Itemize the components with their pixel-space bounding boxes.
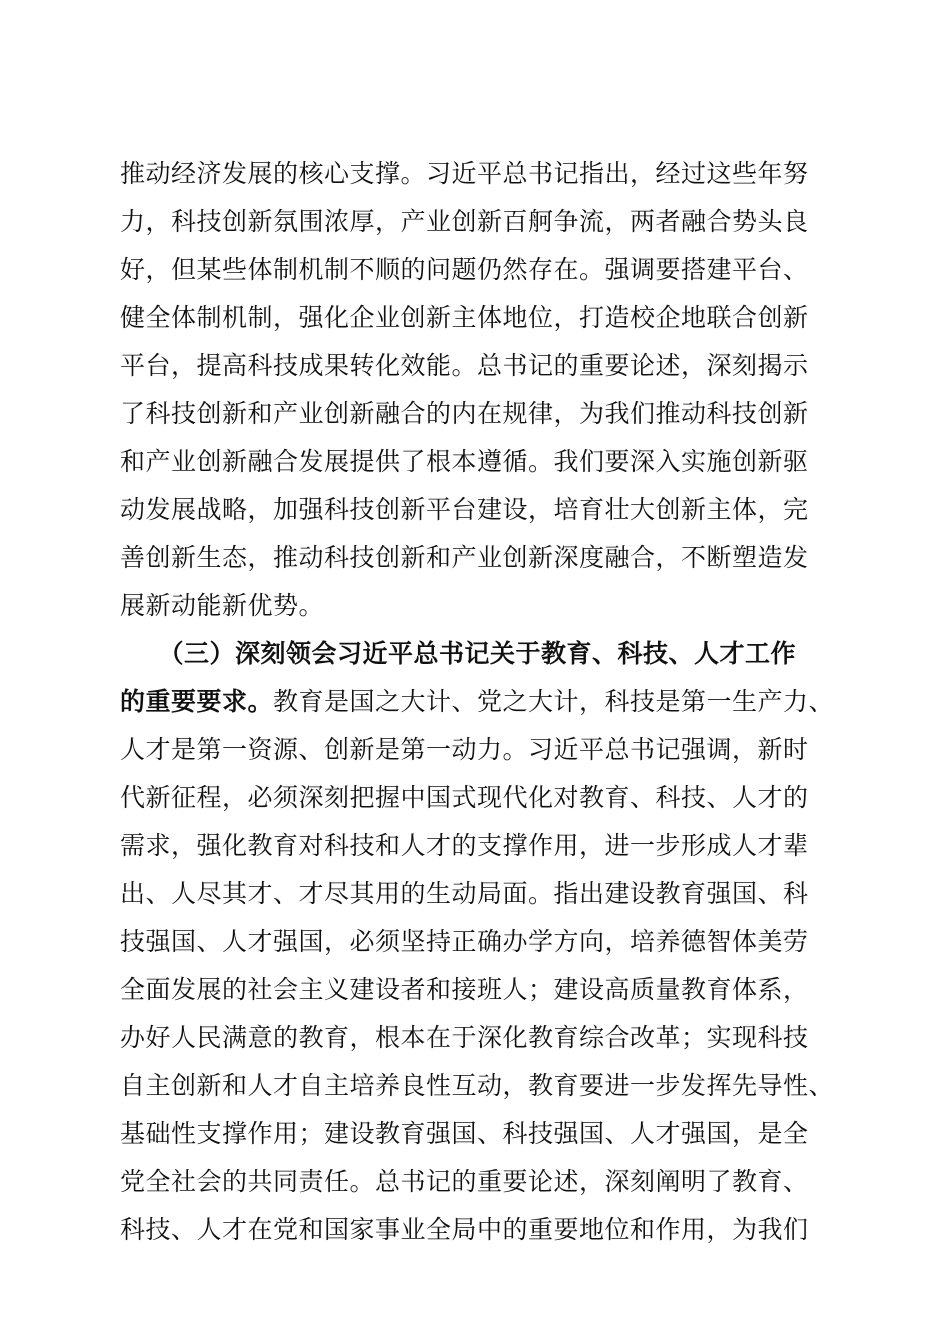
section-heading-end: 的重要要求。 [120, 687, 274, 716]
text-line: 推动经济发展的核心支撑。习近平总书记指出，经过这些年努 [120, 159, 809, 188]
text-line: 动发展战略，加强科技创新平台建设，培育壮大创新主体，完 [120, 495, 809, 524]
text-line: 代新征程，必须深刻把握中国式现代化对教育、科技、人才的 [120, 783, 809, 812]
text-line [120, 678, 840, 726]
section-heading: （三）深刻领会习近平总书记关于教育、科技、人才工作 [120, 639, 797, 668]
text-line: 科技、人才在党和国家事业全局中的重要地位和作用，为我们 [120, 1215, 809, 1244]
text-line: 出、人尽其才、才尽其用的生动局面。指出建设教育强国、科 [120, 879, 809, 908]
text-line: 好，但某些体制机制不顺的问题仍然存在。强调要搭建平台、 [120, 255, 809, 284]
text-line: 力，科技创新氛围浓厚，产业创新百舸争流，两者融合势头良 [120, 207, 809, 236]
text-line: 自主创新和人才自主培养良性互动，教育要进一步发挥先导性、 [120, 1071, 835, 1100]
text-line: 健全体制机制，强化企业创新主体地位，打造校企地联合创新 [120, 303, 809, 332]
text-line: 办好人民满意的教育，根本在于深化教育综合改革；实现科技 [120, 1023, 809, 1052]
text-line: 人才是第一资源、创新是第一动力。习近平总书记强调，新时 [120, 735, 809, 764]
text-line: 平台，提高科技成果转化效能。总书记的重要论述，深刻揭示 [120, 351, 809, 380]
text-line: 技强国、人才强国，必须坚持正确办学方向，培养德智体美劳 [120, 927, 809, 956]
text-line: 和产业创新融合发展提供了根本遵循。我们要深入实施创新驱 [120, 447, 809, 476]
body-text [120, 150, 840, 1254]
text-line: 善创新生态，推动科技创新和产业创新深度融合，不断塑造发 [120, 543, 809, 572]
section-heading-line [120, 630, 840, 678]
text-line: 全面发展的社会主义建设者和接班人；建设高质量教育体系， [120, 975, 809, 1004]
text-line: 需求，强化教育对科技和人才的支撑作用，进一步形成人才辈 [120, 831, 809, 860]
text-line: 展新动能新优势。 [120, 591, 325, 620]
text-line: 了科技创新和产业创新融合的内在规律，为我们推动科技创新 [120, 399, 809, 428]
text-segment: 教育是国之大计、党之大计，科技是第一生产力、 [273, 687, 835, 716]
text-line: 党全社会的共同责任。总书记的重要论述，深刻阐明了教育、 [120, 1167, 809, 1196]
text-line: 基础性支撑作用；建设教育强国、科技强国、人才强国，是全 [120, 1119, 809, 1148]
